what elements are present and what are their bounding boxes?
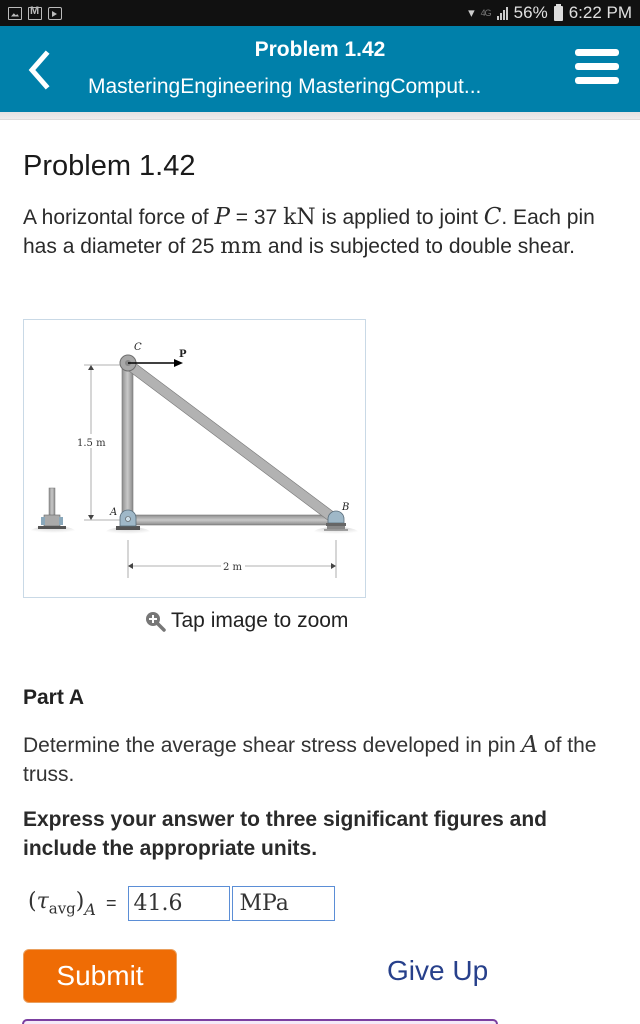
zoom-hint-text: Tap image to zoom	[171, 609, 349, 632]
joint-label-B: B	[342, 502, 350, 513]
truss-figure[interactable]	[23, 319, 366, 598]
tap-to-zoom-hint[interactable]	[144, 609, 348, 633]
part-a-question	[23, 731, 623, 789]
notification-icons	[8, 7, 62, 20]
give-up-link[interactable]: Give Up	[387, 955, 489, 986]
header-title: Problem 1.42	[254, 38, 386, 61]
header-divider	[0, 112, 640, 120]
part-a-title: Part A	[23, 686, 85, 709]
store-icon	[48, 7, 62, 20]
hamburger-menu-icon	[575, 49, 621, 84]
answer-label: $(\tau_{avg})_A$	[28, 888, 96, 919]
text-segment: is applied to joint	[315, 206, 484, 229]
gallery-icon	[8, 7, 22, 20]
math-unit-kN: kN	[283, 205, 316, 230]
feedback-box	[22, 1019, 498, 1024]
zoom-in-icon	[144, 610, 166, 632]
width-dimension-label: 2 m	[223, 562, 243, 573]
answer-unit-input[interactable]	[232, 886, 335, 921]
answer-value-input[interactable]	[128, 886, 230, 921]
submit-button[interactable]: Submit	[23, 949, 177, 1003]
system-indicators	[468, 3, 632, 23]
equals-sign: =	[105, 893, 117, 913]
problem-title: Problem 1.42	[23, 150, 196, 182]
battery-percent: 56%	[513, 3, 548, 22]
header-subtitle: MasteringEngineering MasteringComput...	[88, 75, 482, 98]
part-a-instructions: Express your answer to three significant figures and include the appropriate units.	[23, 808, 547, 860]
math-variable-P: P	[214, 204, 230, 230]
math-unit-mm: mm	[220, 234, 263, 259]
network-type-label: 4G	[480, 8, 491, 18]
math-variable-C: C	[483, 204, 502, 230]
joint-label-C: C	[134, 342, 142, 353]
tau-symbol: τ	[36, 888, 49, 914]
app-header	[0, 26, 640, 112]
battery-icon	[554, 6, 563, 21]
wifi-icon: ▾	[468, 5, 475, 20]
avg-subscript: avg	[48, 898, 76, 917]
truss-diagram	[24, 320, 365, 597]
clock: 6:22 PM	[568, 3, 632, 22]
joint-label-A: A	[110, 507, 118, 518]
gmail-icon	[28, 7, 42, 20]
text-segment: and is subjected to double shear.	[262, 235, 575, 258]
text-segment: A horizontal force of	[23, 206, 215, 229]
text-segment: . Each pin has a diameter of 25	[23, 206, 595, 258]
problem-statement	[23, 203, 623, 261]
height-dimension-label: 1.5 m	[77, 438, 106, 449]
menu-button[interactable]	[575, 49, 621, 89]
subscript-A: A	[84, 899, 96, 919]
text-segment: = 37	[229, 206, 284, 229]
math-variable-A: A	[521, 732, 539, 758]
answer-row	[28, 886, 335, 921]
status-bar	[0, 0, 640, 26]
text-segment: Determine the average shear stress developed in pin	[23, 734, 522, 757]
signal-icon	[497, 6, 508, 20]
text-segment: of the truss.	[23, 734, 597, 786]
force-label-P: P	[179, 349, 187, 360]
